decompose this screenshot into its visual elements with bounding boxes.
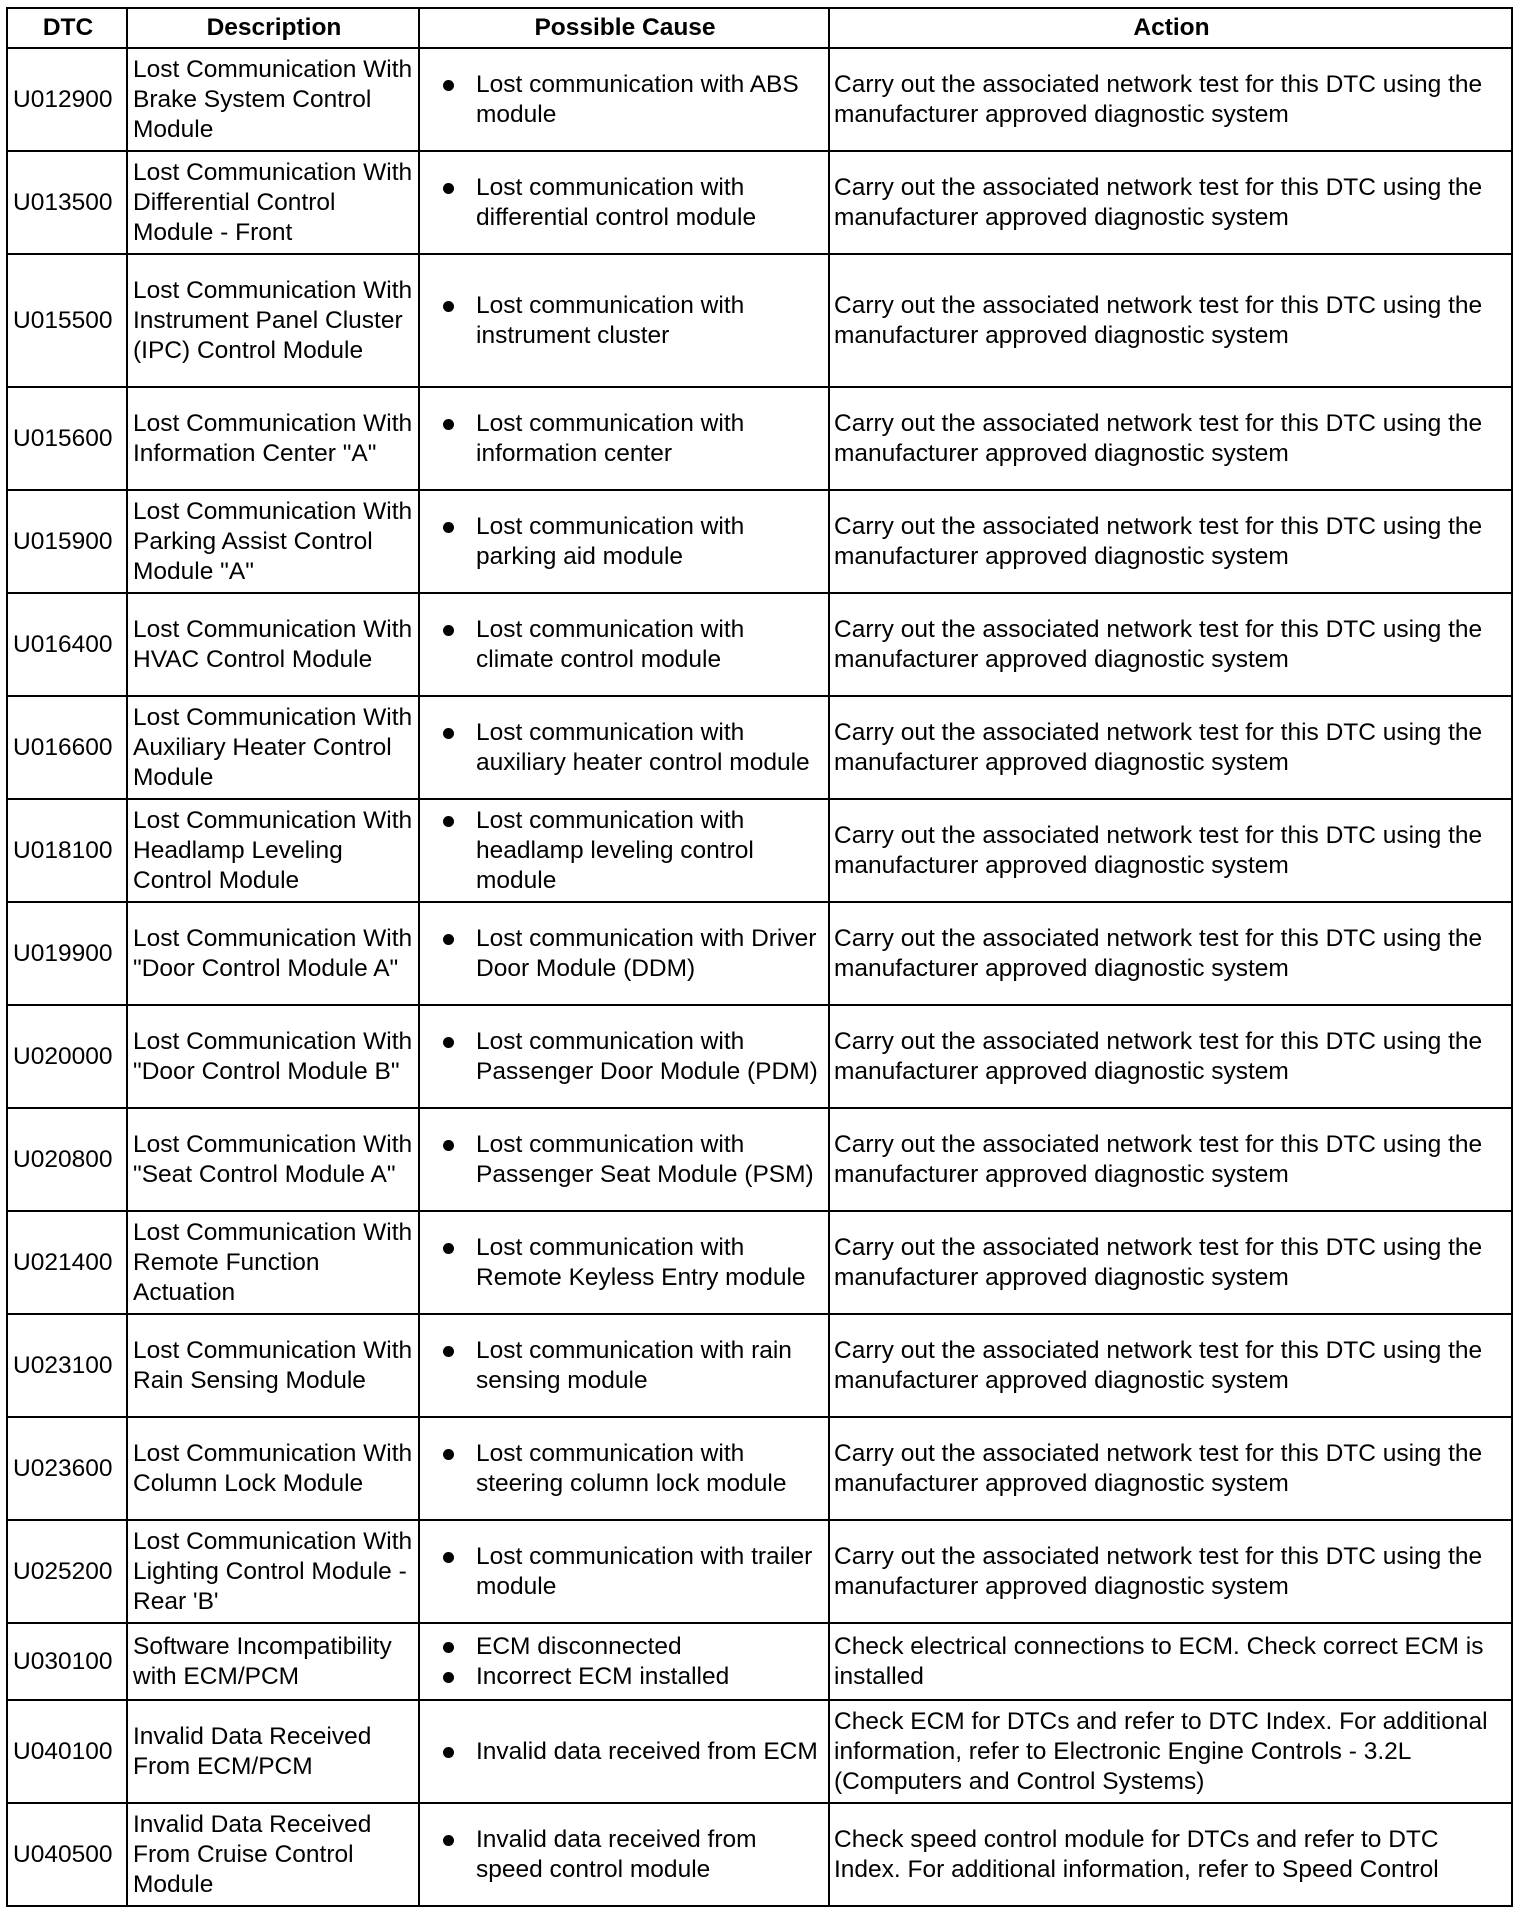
- dtc-code-cell: U016600: [7, 696, 127, 799]
- dtc-code-cell: U030100: [7, 1623, 127, 1700]
- cause-list: [440, 1336, 825, 1396]
- table-row: [7, 1700, 1512, 1803]
- action-cell: Carry out the associated network test for this DTC using the manufacturer approved diagnostic system: [829, 799, 1512, 902]
- table-row: [7, 1417, 1512, 1520]
- cause-list-item: ECM disconnected: [440, 1632, 825, 1662]
- cause-list: [440, 512, 825, 572]
- possible-cause-cell: [419, 1803, 829, 1906]
- dtc-description-cell: Lost Communication With Rain Sensing Module: [127, 1314, 419, 1417]
- table-row: [7, 1520, 1512, 1623]
- dtc-code-cell: U012900: [7, 48, 127, 151]
- action-cell: Carry out the associated network test for this DTC using the manufacturer approved diagnostic system: [829, 490, 1512, 593]
- table-row: [7, 1314, 1512, 1417]
- cause-list: [440, 718, 825, 778]
- action-cell: Check electrical connections to ECM. Check correct ECM is installed: [829, 1623, 1512, 1700]
- dtc-code-cell: U018100: [7, 799, 127, 902]
- cause-list-item: Lost communication with rain sensing module: [440, 1336, 825, 1396]
- possible-cause-cell: [419, 490, 829, 593]
- dtc-code-cell: U015900: [7, 490, 127, 593]
- cause-list-item: Lost communication with headlamp leveling control module: [440, 806, 825, 896]
- action-cell: Carry out the associated network test for this DTC using the manufacturer approved diagnostic system: [829, 1314, 1512, 1417]
- action-cell: Carry out the associated network test for this DTC using the manufacturer approved diagnostic system: [829, 151, 1512, 254]
- cause-list: [440, 615, 825, 675]
- cause-list-item: Lost communication with ABS module: [440, 70, 825, 130]
- table-row: [7, 593, 1512, 696]
- dtc-description-cell: Lost Communication With Auxiliary Heater Control Module: [127, 696, 419, 799]
- cause-list: [440, 1632, 825, 1692]
- action-cell: Carry out the associated network test for this DTC using the manufacturer approved diagnostic system: [829, 1005, 1512, 1108]
- action-cell: Carry out the associated network test for this DTC using the manufacturer approved diagnostic system: [829, 902, 1512, 1005]
- possible-cause-cell: [419, 799, 829, 902]
- cause-list: [440, 173, 825, 233]
- dtc-description-cell: Invalid Data Received From Cruise Control Module: [127, 1803, 419, 1906]
- header-action: Action: [829, 8, 1512, 48]
- cause-list-item: Lost communication with instrument cluster: [440, 291, 825, 351]
- table-row: [7, 696, 1512, 799]
- dtc-description-cell: Lost Communication With Instrument Panel Cluster (IPC) Control Module: [127, 254, 419, 387]
- cause-list-item: Lost communication with information center: [440, 409, 825, 469]
- dtc-code-cell: U019900: [7, 902, 127, 1005]
- dtc-code-cell: U013500: [7, 151, 127, 254]
- table-row: [7, 1803, 1512, 1906]
- action-cell: Carry out the associated network test for this DTC using the manufacturer approved diagnostic system: [829, 254, 1512, 387]
- dtc-description-cell: Lost Communication With HVAC Control Module: [127, 593, 419, 696]
- possible-cause-cell: [419, 254, 829, 387]
- table-row: [7, 48, 1512, 151]
- action-cell: Check ECM for DTCs and refer to DTC Index. For additional information, refer to Electronic Engine Controls - 3.2L (Computers and Control Systems): [829, 1700, 1512, 1803]
- table-row: [7, 254, 1512, 387]
- dtc-description-cell: Lost Communication With "Door Control Module B": [127, 1005, 419, 1108]
- cause-list-item: Invalid data received from ECM: [440, 1737, 825, 1767]
- possible-cause-cell: [419, 1211, 829, 1314]
- possible-cause-cell: [419, 902, 829, 1005]
- table-row: [7, 1108, 1512, 1211]
- dtc-code-cell: U015500: [7, 254, 127, 387]
- header-possible-cause: Possible Cause: [419, 8, 829, 48]
- dtc-code-cell: U023600: [7, 1417, 127, 1520]
- possible-cause-cell: [419, 1623, 829, 1700]
- header-dtc: DTC: [7, 8, 127, 48]
- table-row: [7, 387, 1512, 490]
- cause-list: [440, 924, 825, 984]
- table-row: [7, 1623, 1512, 1700]
- cause-list-item: Lost communication with steering column lock module: [440, 1439, 825, 1499]
- cause-list: [440, 1130, 825, 1190]
- cause-list: [440, 1027, 825, 1087]
- dtc-description-cell: Invalid Data Received From ECM/PCM: [127, 1700, 419, 1803]
- possible-cause-cell: [419, 696, 829, 799]
- cause-list-item: Lost communication with parking aid module: [440, 512, 825, 572]
- action-cell: Carry out the associated network test for this DTC using the manufacturer approved diagnostic system: [829, 1211, 1512, 1314]
- table-row: [7, 1211, 1512, 1314]
- action-cell: Check speed control module for DTCs and refer to DTC Index. For additional information, refer to Speed Control: [829, 1803, 1512, 1906]
- possible-cause-cell: [419, 1700, 829, 1803]
- possible-cause-cell: [419, 1417, 829, 1520]
- action-cell: Carry out the associated network test for this DTC using the manufacturer approved diagnostic system: [829, 1417, 1512, 1520]
- dtc-description-cell: Lost Communication With Parking Assist Control Module "A": [127, 490, 419, 593]
- table-row: [7, 1005, 1512, 1108]
- dtc-description-cell: Software Incompatibility with ECM/PCM: [127, 1623, 419, 1700]
- dtc-description-cell: Lost Communication With "Door Control Module A": [127, 902, 419, 1005]
- dtc-description-cell: Lost Communication With Differential Control Module - Front: [127, 151, 419, 254]
- dtc-description-cell: Lost Communication With Remote Function Actuation: [127, 1211, 419, 1314]
- dtc-code-cell: U023100: [7, 1314, 127, 1417]
- cause-list: [440, 1439, 825, 1499]
- table-row: [7, 151, 1512, 254]
- cause-list: [440, 70, 825, 130]
- dtc-description-cell: Lost Communication With Lighting Control Module - Rear 'B': [127, 1520, 419, 1623]
- dtc-code-cell: U016400: [7, 593, 127, 696]
- dtc-table: [6, 7, 1513, 1907]
- cause-list-item: Lost communication with Remote Keyless Entry module: [440, 1233, 825, 1293]
- cause-list: [440, 1737, 825, 1767]
- cause-list: [440, 1825, 825, 1885]
- possible-cause-cell: [419, 48, 829, 151]
- dtc-code-cell: U021400: [7, 1211, 127, 1314]
- cause-list: [440, 291, 825, 351]
- action-cell: Carry out the associated network test for this DTC using the manufacturer approved diagnostic system: [829, 696, 1512, 799]
- possible-cause-cell: [419, 1314, 829, 1417]
- possible-cause-cell: [419, 1520, 829, 1623]
- cause-list: [440, 806, 825, 896]
- cause-list-item: Lost communication with Passenger Seat Module (PSM): [440, 1130, 825, 1190]
- dtc-description-cell: Lost Communication With Headlamp Leveling Control Module: [127, 799, 419, 902]
- action-cell: Carry out the associated network test for this DTC using the manufacturer approved diagnostic system: [829, 593, 1512, 696]
- action-cell: Carry out the associated network test for this DTC using the manufacturer approved diagnostic system: [829, 1108, 1512, 1211]
- cause-list: [440, 409, 825, 469]
- table-header-row: [7, 8, 1512, 48]
- cause-list: [440, 1233, 825, 1293]
- dtc-code-cell: U020000: [7, 1005, 127, 1108]
- dtc-code-cell: U025200: [7, 1520, 127, 1623]
- cause-list-item: Lost communication with auxiliary heater control module: [440, 718, 825, 778]
- dtc-description-cell: Lost Communication With Brake System Control Module: [127, 48, 419, 151]
- cause-list: [440, 1542, 825, 1602]
- cause-list-item: Incorrect ECM installed: [440, 1662, 825, 1692]
- table-row: [7, 902, 1512, 1005]
- dtc-code-cell: U040500: [7, 1803, 127, 1906]
- action-cell: Carry out the associated network test for this DTC using the manufacturer approved diagnostic system: [829, 1520, 1512, 1623]
- dtc-code-cell: U020800: [7, 1108, 127, 1211]
- dtc-description-cell: Lost Communication With "Seat Control Module A": [127, 1108, 419, 1211]
- table-row: [7, 490, 1512, 593]
- cause-list-item: Lost communication with trailer module: [440, 1542, 825, 1602]
- possible-cause-cell: [419, 151, 829, 254]
- action-cell: Carry out the associated network test for this DTC using the manufacturer approved diagnostic system: [829, 387, 1512, 490]
- possible-cause-cell: [419, 1108, 829, 1211]
- table-row: [7, 799, 1512, 902]
- cause-list-item: Lost communication with climate control module: [440, 615, 825, 675]
- possible-cause-cell: [419, 1005, 829, 1108]
- header-description: Description: [127, 8, 419, 48]
- action-cell: Carry out the associated network test for this DTC using the manufacturer approved diagnostic system: [829, 48, 1512, 151]
- dtc-description-cell: Lost Communication With Column Lock Module: [127, 1417, 419, 1520]
- cause-list-item: Lost communication with Passenger Door Module (PDM): [440, 1027, 825, 1087]
- dtc-description-cell: Lost Communication With Information Center "A": [127, 387, 419, 490]
- possible-cause-cell: [419, 593, 829, 696]
- table-body: [7, 48, 1512, 1906]
- cause-list-item: Invalid data received from speed control module: [440, 1825, 825, 1885]
- cause-list-item: Lost communication with Driver Door Module (DDM): [440, 924, 825, 984]
- possible-cause-cell: [419, 387, 829, 490]
- dtc-code-cell: U015600: [7, 387, 127, 490]
- dtc-code-cell: U040100: [7, 1700, 127, 1803]
- cause-list-item: Lost communication with differential control module: [440, 173, 825, 233]
